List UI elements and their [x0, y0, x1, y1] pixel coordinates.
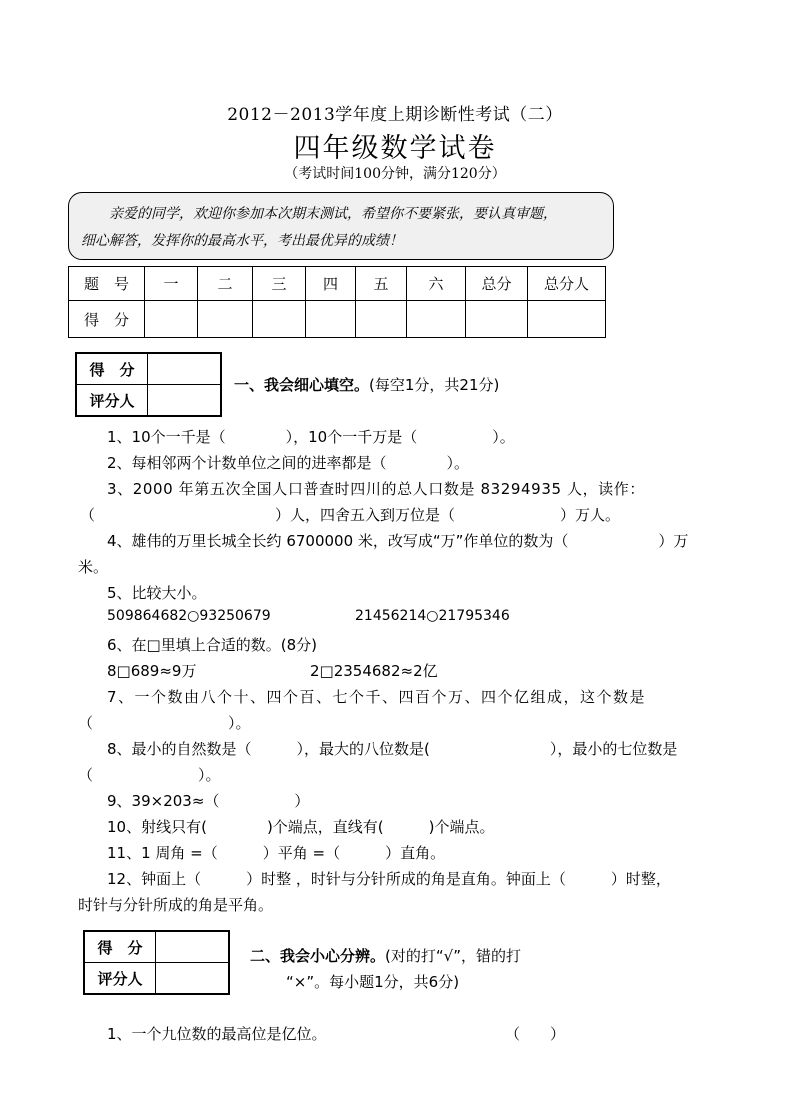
compare-item-2: 21456214○21795346 [355, 608, 510, 624]
mini-grader-label: 评分人 [76, 385, 148, 417]
notice-box [68, 192, 614, 260]
question-line: 8、最小的自然数是（ ），最大的八位数是( ），最小的七位数是 [107, 740, 678, 758]
score-header-cell: 二 [198, 267, 253, 301]
question-line: 2、每相邻两个计数单位之间的进率都是（ ）。 [107, 454, 470, 472]
question-line: 5、比较大小。 [107, 584, 207, 602]
section1-note: (每空1分，共21分) [369, 376, 500, 394]
score-header-cell: 题 号 [69, 267, 145, 301]
score-cell[interactable] [356, 301, 407, 338]
question-line: 9、39×203≈（ ） [107, 792, 310, 810]
score-table [68, 266, 606, 338]
notice-line-1: 亲爱的同学，欢迎你参加本次期末测试，希望你不要紧张，要认真审题， [109, 206, 557, 222]
score-header-cell: 四 [306, 267, 356, 301]
question-line: 10、射线只有( )个端点，直线有( )个端点。 [107, 818, 495, 836]
score-table-score-row [69, 301, 606, 338]
question-line: （ ）。 [78, 766, 221, 784]
compare-item-1: 509864682○93250679 [107, 608, 271, 624]
exam-title: 2012－2013学年度上期诊断性考试（二） [227, 105, 563, 125]
judge-answer-paren[interactable]: （ ） [505, 1025, 566, 1043]
score-header-cell: 五 [356, 267, 407, 301]
score-header-cell: 三 [253, 267, 306, 301]
mini-score-label: 得 分 [76, 353, 148, 385]
score-row-label: 得 分 [69, 301, 145, 338]
section1-score-box [75, 352, 222, 417]
score-table-header-row [69, 267, 606, 301]
mini-grader-cell[interactable] [148, 385, 222, 417]
section2-title: 二、我会小心分辨。 [250, 947, 386, 965]
mini-grader-cell[interactable] [156, 963, 230, 995]
score-header-cell: 总分人 [528, 267, 606, 301]
score-cell[interactable] [407, 301, 466, 338]
notice-line-2: 细心解答，发挥你的最高水平，考出最优异的成绩！ [81, 233, 403, 249]
score-cell[interactable] [528, 301, 606, 338]
exam-info: （考试时间100分钟，满分120分） [284, 166, 506, 182]
question-line: 7、一个数由八个十、四个百、七个千、四百个万、四个亿组成，这个数是 [107, 688, 647, 706]
score-header-cell: 六 [407, 267, 466, 301]
section1-heading [234, 374, 499, 395]
question-line: 3、2000 年第五次全国人口普查时四川的总人口数是 83294935 人，读作： [107, 480, 645, 498]
mini-score-cell[interactable] [148, 353, 222, 385]
section1-title: 一、我会细心填空。 [234, 376, 370, 394]
score-cell[interactable] [306, 301, 356, 338]
question-line: 时针与分针所成的角是平角。 [78, 896, 274, 914]
score-header-cell: 总分 [466, 267, 528, 301]
mini-score-cell[interactable] [156, 931, 230, 963]
estimate-item-2: 2□2354682≈2亿 [310, 662, 438, 680]
question-line: 11、1 周角 =（ ）平角 =（ ）直角。 [107, 844, 446, 862]
question-line: 1、10个一千是（ ），10个一千万是（ ）。 [107, 428, 515, 446]
mini-grader-label: 评分人 [84, 963, 156, 995]
estimate-item-1: 8□689≈9万 [107, 662, 197, 680]
question-line: 4、雄伟的万里长城全长约 6700000 米，改写成“万”作单位的数为（ ）万 [107, 532, 689, 550]
score-cell[interactable] [253, 301, 306, 338]
question-line: （ ）。 [78, 714, 251, 732]
section2-note-1: (对的打“√”，错的打 [385, 947, 521, 965]
paper-title: 四年级数学试卷 [293, 133, 497, 164]
judge-question-1: 1、一个九位数的最高位是亿位。 [107, 1025, 327, 1043]
score-cell[interactable] [198, 301, 253, 338]
question-line: 米。 [78, 558, 109, 576]
section2-note-2: “×”。每小题1分，共6分) [286, 973, 460, 991]
section2-heading [250, 945, 521, 966]
question-line: 12、钟面上（ ）时整 ，时针与分针所成的角是直角。钟面上（ ）时整， [107, 870, 671, 888]
score-cell[interactable] [466, 301, 528, 338]
section2-score-box [83, 930, 230, 995]
mini-score-label: 得 分 [84, 931, 156, 963]
score-cell[interactable] [145, 301, 198, 338]
score-header-cell: 一 [145, 267, 198, 301]
question-line: 6、在□里填上合适的数。(8分) [107, 636, 317, 654]
question-line: （ ）人，四舍五入到万位是（ ）万人。 [80, 506, 621, 524]
